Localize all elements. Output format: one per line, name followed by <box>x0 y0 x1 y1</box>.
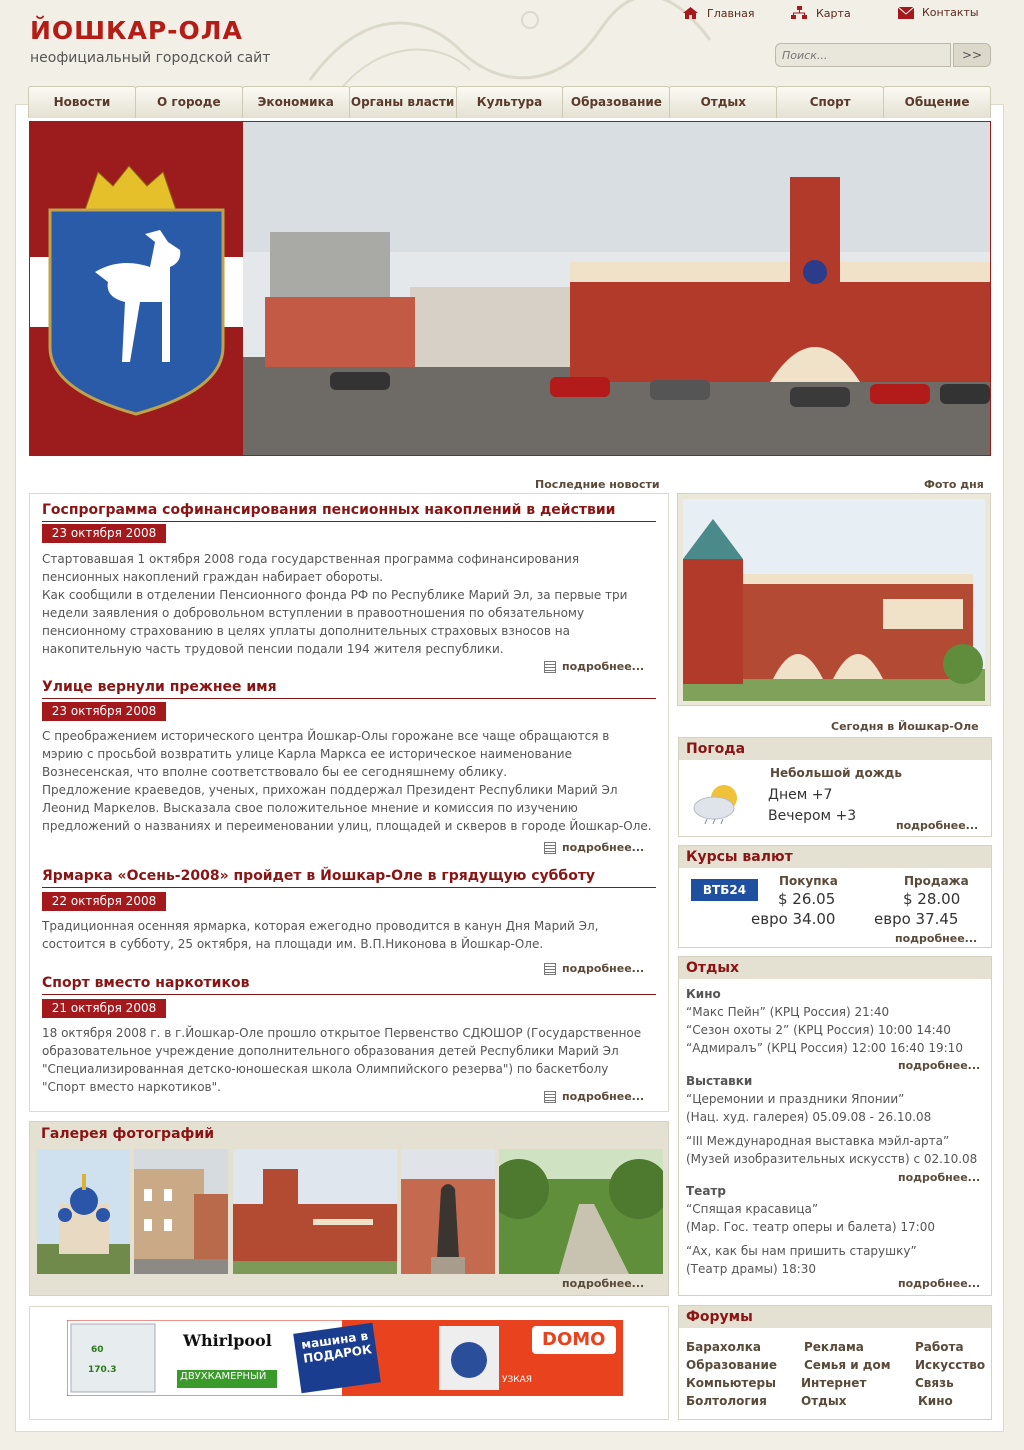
weather-title: Погода <box>679 738 991 760</box>
leisure-more-link[interactable]: подробнее... <box>898 1059 981 1072</box>
document-icon <box>544 963 556 975</box>
news-date: 21 октября 2008 <box>42 999 166 1018</box>
forum-link[interactable]: Отдых <box>801 1394 847 1408</box>
gallery-photo[interactable] <box>134 1149 228 1274</box>
site-subtitle: неофициальный городской сайт <box>30 50 271 66</box>
forum-link[interactable]: Компьютеры <box>686 1376 776 1390</box>
sitemap-icon <box>790 6 808 20</box>
advert-num1: 60 <box>91 1345 104 1355</box>
nav-item-government[interactable]: Органы власти <box>349 86 457 118</box>
gallery-photo[interactable] <box>401 1149 495 1274</box>
mail-icon <box>898 7 914 19</box>
advert-promo: машина в ПОДАРОК <box>300 1328 373 1366</box>
currency-title: Курсы валют <box>679 846 991 868</box>
top-links <box>680 6 1000 26</box>
gallery-photo[interactable] <box>499 1149 663 1274</box>
forum-link[interactable]: Барахолка <box>686 1340 761 1354</box>
forum-link[interactable]: Образование <box>686 1358 778 1372</box>
forum-link[interactable]: Интернет <box>801 1376 867 1390</box>
news-title[interactable]: Спорт вместо наркотиков <box>42 975 656 995</box>
news-heading: Последние новости <box>535 478 660 491</box>
advert-num2: 170.3 <box>88 1365 117 1375</box>
advert-fridge-text: ДВУХКАМЕРНЫЙ <box>180 1371 267 1382</box>
currency-more-link[interactable]: подробнее... <box>895 932 978 945</box>
cinema-list: “Макс Пейн” (КРЦ Россия) 21:40 “Сезон охоты 2” (КРЦ Россия) 10:00 14:40 “Адмиралъ” (КРЦ Россия) 12:00 16:40 19:10 <box>686 1005 963 1055</box>
contacts-link[interactable]: Контакты <box>898 6 979 19</box>
forum-link[interactable]: Кино <box>918 1394 953 1408</box>
document-icon <box>544 1091 556 1103</box>
gallery-title: Галерея фотографий <box>41 1126 215 1142</box>
cloud-sun-icon <box>689 776 749 826</box>
news-text: Традиционная осенняя ярмарка, которая ежегодно проводится в канун Дня Марий Эл, состоится в субботу, 25 октября, на площади им. В.П.Никонова в Йошкар-Оле. <box>42 919 599 951</box>
theatre-item: “Ах, как бы нам пришить старушку” (Театр драмы) 18:30 <box>686 1244 917 1276</box>
exhibitions-label: Выставки <box>686 1074 753 1088</box>
search-form <box>775 43 991 69</box>
news-text: Стартовавшая 1 октября 2008 года государственная программа софинансирования пенсионных накоплений граждан набирает обороты. Как сообщили в отделении Пенсионного фонда РФ по Республике Марий Эл, за первые три недели заявления о добровольном вступлении в правоотношения по обязательному пенсионному страхованию в целях уплаты дополнительных страховых взносов на накопительную часть трудовой пенсии подали 194 жителя республики. <box>42 552 628 656</box>
advert-store: DOMO <box>542 1329 606 1350</box>
usd-sell: $ 28.00 <box>903 890 961 908</box>
forum-link[interactable]: Реклама <box>804 1340 864 1354</box>
advert-brand: Whirlpool <box>183 1331 272 1350</box>
exhibition-item: “III Международная выставка мэйл-арта” (Музей изобразительных искусств) с 02.10.08 <box>686 1134 978 1166</box>
leisure-more-link[interactable]: подробнее... <box>898 1277 981 1290</box>
news-more-link[interactable]: подробнее... <box>544 841 644 854</box>
weather-day: Днем +7 <box>768 787 833 803</box>
header-ornament <box>300 0 720 90</box>
photo-gallery <box>29 1121 669 1296</box>
nav-item-culture[interactable]: Культура <box>456 86 564 118</box>
eur-buy: евро 34.00 <box>751 910 836 928</box>
news-text: 18 октября 2008 г. в г.Йошкар-Оле прошло открытое Первенство СДЮШОР (Государственное образовательное учреждение дополнительного образования детей Республики Марий Эл "Специализированная детско-юношеская школа Олимпийского резерва") по баскетболу "Спорт вместо наркотиков". <box>42 1026 642 1094</box>
advert-narrow: УЗКАЯ <box>502 1375 533 1385</box>
theatre-item: “Спящая красавица” (Мар. Гос. театр оперы и балета) 17:00 <box>686 1202 935 1234</box>
theatre-label: Театр <box>686 1184 726 1198</box>
news-text: С преображением исторического центра Йошкар-Олы горожане все чаще обращаются в мэрию с просьбой возвратить улице Карла Маркса ее историческое наименование Вознесенская, что вполне соответствовало бы ее сегодняшнему облику. Предложение краеведов, ученых, прихожан поддержал Президент Республики Марий Эл Леонид Маркелов. Высказала свое положительное мнение и комиссия по изучению предложений о названиях и переименовании улиц, площадей и скверов в городе Йошкар-Оле. <box>42 729 652 833</box>
news-title[interactable]: Ярмарка «Осень-2008» пройдет в Йошкар-Оле в грядущую субботу <box>42 868 656 888</box>
forums-title: Форумы <box>679 1306 991 1328</box>
weather-condition: Небольшой дождь <box>770 766 902 780</box>
news-list <box>29 493 669 1112</box>
advert-banner[interactable] <box>29 1306 669 1420</box>
nav-item-education[interactable]: Образование <box>562 86 670 118</box>
search-input[interactable] <box>775 43 951 67</box>
bank-logo: ВТБ24 <box>691 879 758 901</box>
gallery-more-link[interactable]: подробнее... <box>562 1277 645 1290</box>
sitemap-link[interactable]: Карта <box>790 6 851 20</box>
usd-buy: $ 26.05 <box>778 890 836 908</box>
weather-more-link[interactable]: подробнее... <box>896 819 979 832</box>
home-icon <box>682 6 699 20</box>
document-icon <box>544 661 556 673</box>
nav-item-leisure[interactable]: Отдых <box>669 86 777 118</box>
news-date: 23 октября 2008 <box>42 702 166 721</box>
document-icon <box>544 842 556 854</box>
news-date: 23 октября 2008 <box>42 524 166 543</box>
currency-widget <box>678 845 992 948</box>
search-button[interactable]: >> <box>953 43 991 67</box>
gallery-photo[interactable] <box>233 1149 397 1274</box>
photo-of-day-image <box>683 499 985 701</box>
leisure-title: Отдых <box>679 957 991 979</box>
news-date: 22 октября 2008 <box>42 892 166 911</box>
news-more-link[interactable]: подробнее... <box>544 660 644 673</box>
weather-evening: Вечером +3 <box>768 808 857 824</box>
news-more-link[interactable]: подробнее... <box>544 1090 644 1103</box>
gallery-photo[interactable] <box>37 1149 130 1274</box>
forum-link[interactable]: Болтология <box>686 1394 767 1408</box>
site-title[interactable]: ЙОШКАР-ОЛА <box>30 16 243 45</box>
forum-link[interactable]: Семья и дом <box>804 1358 891 1372</box>
nav-item-about[interactable]: О городе <box>135 86 243 118</box>
weather-widget <box>678 737 992 837</box>
home-link[interactable]: Главная <box>682 6 755 20</box>
hero-banner <box>29 121 991 456</box>
leisure-widget <box>678 956 992 1296</box>
forum-link[interactable]: Искусство <box>915 1358 986 1372</box>
nav-item-community[interactable]: Общение <box>883 86 991 118</box>
photo-of-day-heading: Фото дня <box>924 478 984 491</box>
main-nav <box>28 86 990 118</box>
hero-image <box>30 122 991 456</box>
nav-item-economy[interactable]: Экономика <box>242 86 350 118</box>
nav-item-sport[interactable]: Спорт <box>776 86 884 118</box>
currency-buy-label: Покупка <box>779 874 838 888</box>
today-heading: Сегодня в Йошкар-Оле <box>831 720 979 733</box>
news-title[interactable]: Улице вернули прежнее имя <box>42 679 656 699</box>
news-more-link[interactable]: подробнее... <box>544 962 644 975</box>
leisure-more-link[interactable]: подробнее... <box>898 1171 981 1184</box>
currency-sell-label: Продажа <box>904 874 969 888</box>
forum-link[interactable]: Работа <box>915 1340 964 1354</box>
cinema-label: Кино <box>686 987 721 1001</box>
nav-item-news[interactable]: Новости <box>28 86 136 118</box>
eur-sell: евро 37.45 <box>874 910 959 928</box>
forums-widget <box>678 1305 992 1420</box>
photo-of-day[interactable] <box>677 493 991 706</box>
news-title[interactable]: Госпрограмма софинансирования пенсионных накоплений в действии <box>42 502 656 522</box>
forum-link[interactable]: Связь <box>915 1376 954 1390</box>
exhibition-item: “Церемонии и праздники Японии” (Нац. худ. галерея) 05.09.08 - 26.10.08 <box>686 1092 932 1124</box>
